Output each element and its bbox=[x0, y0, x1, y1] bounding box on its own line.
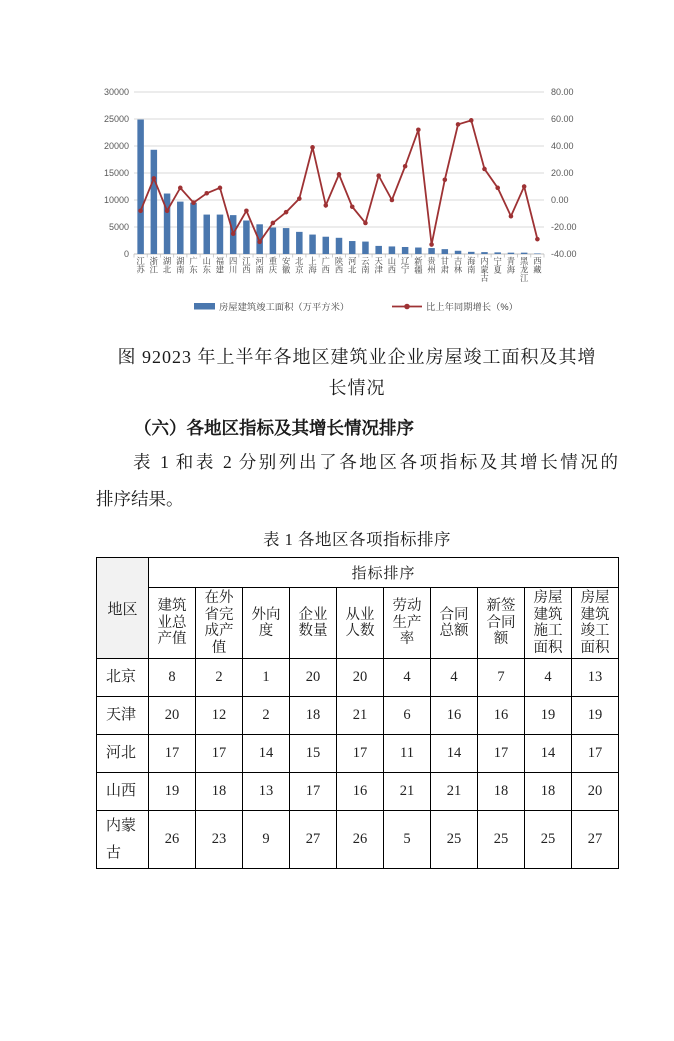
group-header: 指标排序 bbox=[149, 558, 619, 588]
svg-text:30000: 30000 bbox=[103, 87, 129, 97]
rank-cell: 14 bbox=[525, 735, 572, 773]
rank-cell: 6 bbox=[384, 697, 431, 735]
rank-cell: 2 bbox=[243, 697, 290, 735]
rank-cell: 4 bbox=[431, 659, 478, 697]
svg-text:15000: 15000 bbox=[103, 168, 129, 178]
svg-text:-20.00: -20.00 bbox=[551, 222, 577, 232]
body-line2: 排序结果。 bbox=[96, 489, 184, 509]
svg-text:60.00: 60.00 bbox=[551, 114, 574, 124]
rank-cell: 21 bbox=[384, 773, 431, 811]
rank-cell: 25 bbox=[478, 811, 525, 869]
rank-cell: 18 bbox=[196, 773, 243, 811]
figure-caption-line2: 长情况 bbox=[328, 378, 386, 398]
table-row bbox=[97, 659, 619, 697]
rank-cell: 4 bbox=[384, 659, 431, 697]
svg-text:5000: 5000 bbox=[108, 222, 129, 232]
column-header: 房屋建筑竣工面积 bbox=[572, 588, 619, 659]
rank-cell: 20 bbox=[290, 659, 337, 697]
svg-text:宁夏: 宁夏 bbox=[493, 256, 502, 275]
rank-cell: 19 bbox=[572, 697, 619, 735]
svg-text:甘肃: 甘肃 bbox=[440, 256, 449, 275]
rank-cell: 15 bbox=[290, 735, 337, 773]
rank-cell: 19 bbox=[525, 697, 572, 735]
rank-cell: 20 bbox=[337, 659, 384, 697]
svg-text:25000: 25000 bbox=[103, 114, 129, 124]
rank-cell: 14 bbox=[243, 735, 290, 773]
svg-text:陕西: 陕西 bbox=[334, 256, 344, 275]
svg-text:-40.00: -40.00 bbox=[551, 249, 577, 259]
svg-text:新疆: 新疆 bbox=[414, 256, 423, 275]
svg-text:重庆: 重庆 bbox=[268, 256, 278, 275]
rank-cell: 17 bbox=[290, 773, 337, 811]
table-caption: 表 1 各地区各项指标排序 bbox=[263, 530, 451, 549]
svg-text:安徽: 安徽 bbox=[281, 256, 291, 275]
table-row bbox=[97, 811, 619, 869]
region-cell: 山西 bbox=[97, 773, 149, 811]
column-header: 建筑业总产值 bbox=[149, 588, 196, 659]
svg-text:山西: 山西 bbox=[387, 256, 397, 275]
rank-cell: 21 bbox=[431, 773, 478, 811]
column-header: 在外省完成产值 bbox=[196, 588, 243, 659]
table-row bbox=[97, 773, 619, 811]
rank-cell: 27 bbox=[572, 811, 619, 869]
legend-bar-label: 房屋建筑竣工面积（万平方米） bbox=[219, 302, 350, 312]
rank-cell: 18 bbox=[525, 773, 572, 811]
rank-cell: 26 bbox=[149, 811, 196, 869]
rank-cell: 17 bbox=[337, 735, 384, 773]
table-row bbox=[97, 735, 619, 773]
svg-text:河南: 河南 bbox=[255, 256, 264, 275]
figure-caption bbox=[96, 342, 618, 404]
corner-header: 地区 bbox=[97, 558, 149, 659]
svg-text:山东: 山东 bbox=[202, 256, 211, 275]
rank-cell: 17 bbox=[196, 735, 243, 773]
svg-text:青海: 青海 bbox=[506, 256, 516, 275]
svg-text:广东: 广东 bbox=[189, 256, 198, 275]
rank-cell: 2 bbox=[196, 659, 243, 697]
column-header: 外向度 bbox=[243, 588, 290, 659]
rank-cell: 21 bbox=[337, 697, 384, 735]
body-paragraph bbox=[96, 444, 618, 518]
svg-text:吉林: 吉林 bbox=[453, 256, 463, 275]
svg-text:天津: 天津 bbox=[374, 256, 383, 275]
svg-text:湖南: 湖南 bbox=[176, 256, 185, 275]
svg-text:北京: 北京 bbox=[295, 256, 304, 275]
rank-cell: 17 bbox=[572, 735, 619, 773]
rank-cell: 1 bbox=[243, 659, 290, 697]
region-cell: 内蒙古 bbox=[97, 811, 149, 869]
section-heading: （六）各地区指标及其增长情况排序 bbox=[134, 418, 414, 438]
rank-cell: 14 bbox=[431, 735, 478, 773]
column-header: 从业人数 bbox=[337, 588, 384, 659]
column-header: 房屋建筑施工面积 bbox=[525, 588, 572, 659]
svg-text:浙江: 浙江 bbox=[149, 256, 158, 275]
body-line1: 表 1 和表 2 分别列出了各地区各项指标及其增长情况的 bbox=[133, 452, 618, 472]
legend-bar-swatch bbox=[194, 303, 215, 310]
rank-cell: 18 bbox=[478, 773, 525, 811]
svg-text:内蒙古: 内蒙古 bbox=[480, 256, 489, 284]
column-header: 合同总额 bbox=[431, 588, 478, 659]
column-header: 新签合同额 bbox=[478, 588, 525, 659]
region-cell: 北京 bbox=[97, 659, 149, 697]
rank-cell: 5 bbox=[384, 811, 431, 869]
svg-text:40.00: 40.00 bbox=[551, 141, 574, 151]
rank-cell: 16 bbox=[337, 773, 384, 811]
svg-text:广西: 广西 bbox=[321, 256, 330, 275]
rank-cell: 23 bbox=[196, 811, 243, 869]
svg-text:河北: 河北 bbox=[348, 256, 357, 275]
svg-text:西藏: 西藏 bbox=[533, 256, 542, 275]
rank-cell: 4 bbox=[525, 659, 572, 697]
rank-cell: 26 bbox=[337, 811, 384, 869]
rank-table bbox=[96, 557, 619, 869]
rank-cell: 9 bbox=[243, 811, 290, 869]
region-cell: 天津 bbox=[97, 697, 149, 735]
rank-cell: 11 bbox=[384, 735, 431, 773]
svg-text:黑龙江: 黑龙江 bbox=[520, 256, 529, 284]
rank-cell: 25 bbox=[525, 811, 572, 869]
document-page bbox=[0, 82, 674, 1041]
region-cell: 河北 bbox=[97, 735, 149, 773]
svg-text:0: 0 bbox=[123, 249, 129, 259]
rank-cell: 20 bbox=[572, 773, 619, 811]
rank-cell: 27 bbox=[290, 811, 337, 869]
rank-cell: 13 bbox=[572, 659, 619, 697]
rank-cell: 16 bbox=[431, 697, 478, 735]
x-axis-labels bbox=[136, 256, 542, 283]
rank-cell: 17 bbox=[478, 735, 525, 773]
line-series bbox=[138, 118, 539, 247]
column-header: 劳动生产率 bbox=[384, 588, 431, 659]
svg-text:10000: 10000 bbox=[103, 195, 129, 205]
svg-text:贵州: 贵州 bbox=[427, 256, 436, 275]
legend-line-label: 比上年同期增长（%） bbox=[426, 302, 518, 312]
svg-text:云南: 云南 bbox=[361, 256, 370, 275]
rank-cell: 17 bbox=[149, 735, 196, 773]
rank-cell: 18 bbox=[290, 697, 337, 735]
combo-chart bbox=[84, 82, 589, 320]
legend bbox=[194, 301, 518, 312]
svg-text:江西: 江西 bbox=[242, 256, 251, 275]
rank-cell: 25 bbox=[431, 811, 478, 869]
column-header: 企业数量 bbox=[290, 588, 337, 659]
svg-text:湖北: 湖北 bbox=[162, 256, 172, 275]
svg-text:海南: 海南 bbox=[467, 256, 476, 275]
svg-text:江苏: 江苏 bbox=[136, 256, 145, 275]
figure-caption-line1: 图 92023 年上半年各地区建筑业企业房屋竣工面积及其增 bbox=[117, 347, 597, 367]
rank-cell: 7 bbox=[478, 659, 525, 697]
rank-cell: 16 bbox=[478, 697, 525, 735]
rank-cell: 8 bbox=[149, 659, 196, 697]
table-row bbox=[97, 697, 619, 735]
rank-cell: 20 bbox=[149, 697, 196, 735]
svg-text:20000: 20000 bbox=[103, 141, 129, 151]
svg-text:80.00: 80.00 bbox=[551, 87, 574, 97]
rank-cell: 13 bbox=[243, 773, 290, 811]
svg-text:福建: 福建 bbox=[215, 256, 225, 275]
svg-text:0.00: 0.00 bbox=[551, 195, 569, 205]
svg-text:辽宁: 辽宁 bbox=[400, 256, 410, 275]
completion-area-chart bbox=[84, 82, 594, 325]
rank-cell: 19 bbox=[149, 773, 196, 811]
bar-series bbox=[137, 120, 540, 254]
svg-text:20.00: 20.00 bbox=[551, 168, 574, 178]
svg-text:四川: 四川 bbox=[229, 256, 238, 275]
rank-cell: 12 bbox=[196, 697, 243, 735]
svg-text:上海: 上海 bbox=[308, 256, 317, 275]
